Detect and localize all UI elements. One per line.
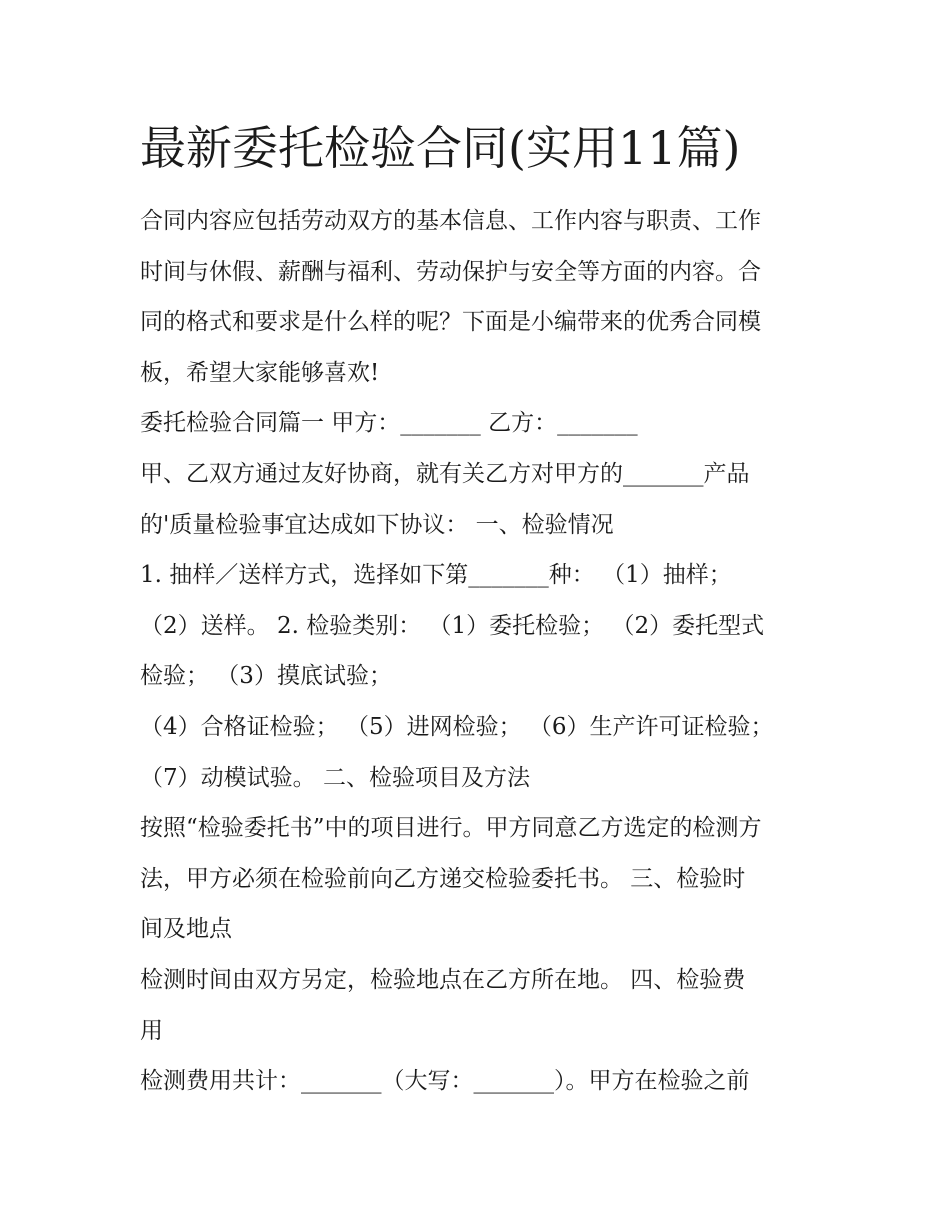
document-body [140,196,816,1107]
body-line: 委托检验合同篇一 甲方：_______ 乙方：_______ [140,410,638,437]
body-line: 用 [140,1017,163,1044]
body-line: 板，希望大家能够喜欢! [140,359,380,386]
body-line: 法，甲方必须在检验前向乙方递交检验委托书。 三、检验时 [140,865,746,892]
body-line: 的'质量检验事宜达成如下协议： 一、检验情况 [140,511,614,538]
body-line: 间及地点 [140,916,232,943]
body-line: （2）送样。 2. 检验类别： （1）委托检验； （2）委托型式 [140,612,765,639]
body-line: （4）合格证检验； （5）进网检验； （6）生产许可证检验； [140,713,774,740]
body-line: 合同内容应包括劳动双方的基本信息、工作内容与职责、工作 [140,208,761,234]
body-line: 同的格式和要求是什么样的呢？下面是小编带来的优秀合同模 [140,309,761,336]
body-line: 1. 抽样／送样方式，选择如下第_______种： （1）抽样； [140,562,732,589]
body-line: 甲、乙双方通过友好协商，就有关乙方对甲方的_______产品 [140,460,750,487]
body-line: （7）动模试验。 二、检验项目及方法 [140,764,530,791]
body-line: 检测费用共计：_______（大写：_______）。甲方在检验之前 [140,1068,750,1095]
body-line: 时间与休假、薪酬与福利、劳动保护与安全等方面的内容。合 [140,258,761,285]
body-line: 检测时间由双方另定，检验地点在乙方所在地。 四、检验费 [140,966,746,993]
document-title: 最新委托检验合同(实用11篇) [140,121,741,175]
body-line: 检验； （3）摸底试验； [140,663,392,690]
body-line: 按照“检验委托书”中的项目进行。甲方同意乙方选定的检测方 [140,815,762,842]
